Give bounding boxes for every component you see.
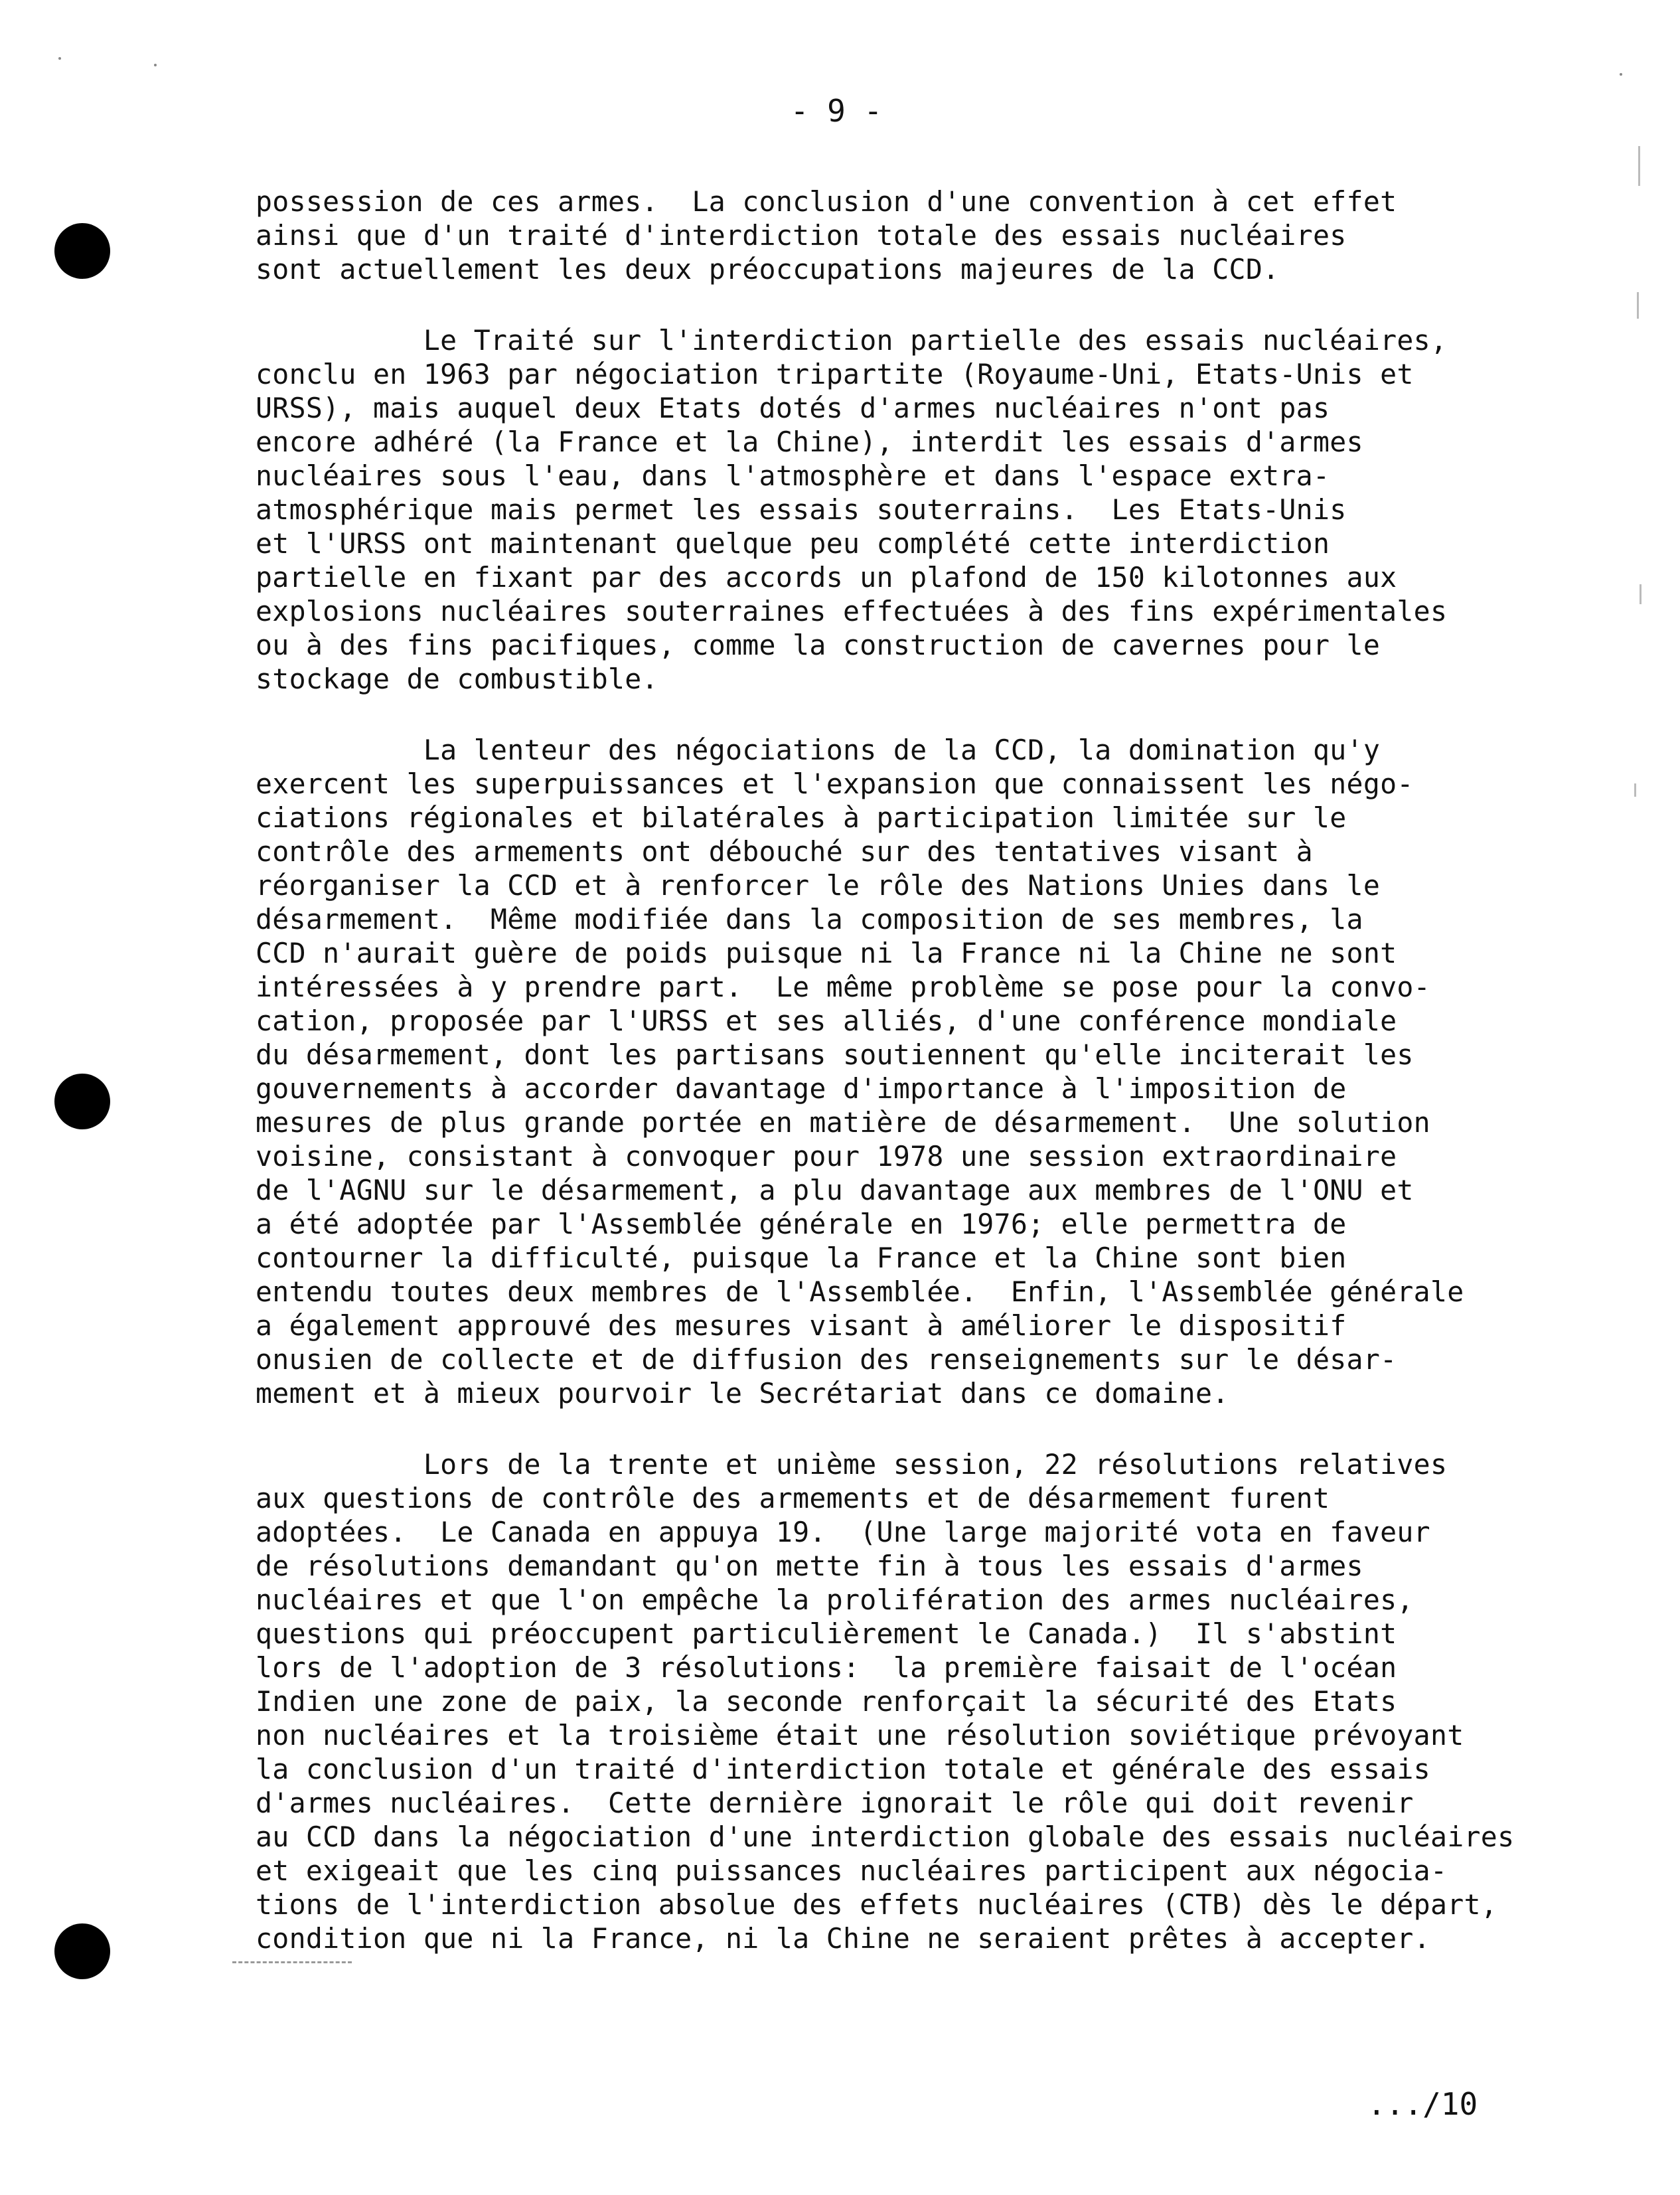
punch-hole bbox=[54, 1923, 110, 1979]
text-line: désarmement. Même modifiée dans la composition de ses membres, la bbox=[256, 903, 1363, 935]
text-line: URSS), mais auquel deux Etats dotés d'armes nucléaires n'ont pas bbox=[256, 392, 1330, 424]
text-line: et l'URSS ont maintenant quelque peu complété cette interdiction bbox=[256, 527, 1330, 560]
text-line: voisine, consistant à convoquer pour 1978 une session extraordinaire bbox=[256, 1140, 1397, 1173]
text-line: nucléaires sous l'eau, dans l'atmosphère et dans l'espace extra- bbox=[256, 459, 1330, 492]
text-line: explosions nucléaires souterraines effectuées à des fins expérimentales bbox=[256, 595, 1448, 627]
text-line: d'armes nucléaires. Cette dernière ignorait le rôle qui doit revenir bbox=[256, 1787, 1414, 1819]
text-line: sont actuellement les deux préoccupations majeures de la CCD. bbox=[256, 253, 1280, 285]
text-line: réorganiser la CCD et à renforcer le rôle des Nations Unies dans le bbox=[256, 869, 1381, 902]
paragraph bbox=[256, 1447, 1530, 1955]
continuation-marker: .../10 bbox=[1367, 2086, 1478, 2122]
scan-margin-mark bbox=[1640, 584, 1642, 604]
scan-speck bbox=[154, 64, 157, 66]
text-line: a été adoptée par l'Assemblée générale en 1976; elle permettra de bbox=[256, 1208, 1347, 1240]
punch-hole bbox=[54, 1074, 110, 1129]
text-line: de l'AGNU sur le désarmement, a plu davantage aux membres de l'ONU et bbox=[256, 1174, 1414, 1206]
punch-hole bbox=[54, 223, 110, 279]
text-line: La lenteur des négociations de la CCD, la domination qu'y bbox=[256, 734, 1381, 766]
text-line: contrôle des armements ont débouché sur des tentatives visant à bbox=[256, 835, 1313, 868]
text-line: ou à des fins pacifiques, comme la construction de cavernes pour le bbox=[256, 629, 1381, 661]
text-line: lors de l'adoption de 3 résolutions: la première faisait de l'océan bbox=[256, 1651, 1397, 1684]
text-line: ciations régionales et bilatérales à participation limitée sur le bbox=[256, 801, 1347, 834]
text-line: onusien de collecte et de diffusion des renseignements sur le désar- bbox=[256, 1343, 1397, 1376]
paragraph bbox=[256, 733, 1530, 1410]
text-line: de résolutions demandant qu'on mette fin à tous les essais d'armes bbox=[256, 1550, 1363, 1582]
text-line: cation, proposée par l'URSS et ses alliés, d'une conférence mondiale bbox=[256, 1005, 1397, 1037]
text-line: la conclusion d'un traité d'interdiction totale et générale des essais bbox=[256, 1753, 1430, 1785]
text-line: condition que ni la France, ni la Chine ne seraient prêtes à accepter. bbox=[256, 1922, 1430, 1955]
text-line: atmosphérique mais permet les essais souterrains. Les Etats-Unis bbox=[256, 493, 1347, 526]
text-line: possession de ces armes. La conclusion d'une convention à cet effet bbox=[256, 185, 1397, 218]
text-line: adoptées. Le Canada en appuya 19. (Une large majorité vota en faveur bbox=[256, 1516, 1430, 1548]
text-line: tions de l'interdiction absolue des effets nucléaires (CTB) dès le départ, bbox=[256, 1888, 1498, 1921]
text-line: encore adhéré (la France et la Chine), interdit les essais d'armes bbox=[256, 426, 1363, 458]
text-line: CCD n'aurait guère de poids puisque ni la France ni la Chine ne sont bbox=[256, 937, 1397, 969]
text-line: mesures de plus grande portée en matière de désarmement. Une solution bbox=[256, 1106, 1430, 1139]
scan-speck bbox=[58, 57, 61, 60]
paragraph bbox=[256, 323, 1530, 696]
text-line: gouvernements à accorder davantage d'importance à l'imposition de bbox=[256, 1072, 1347, 1105]
text-line: entendu toutes deux membres de l'Assemblée. Enfin, l'Assemblée générale bbox=[256, 1275, 1464, 1308]
text-line: non nucléaires et la troisième était une résolution soviétique prévoyant bbox=[256, 1719, 1464, 1751]
scan-speck bbox=[1620, 73, 1622, 76]
page-number: - 9 - bbox=[790, 93, 883, 129]
text-line: aux questions de contrôle des armements et de désarmement furent bbox=[256, 1482, 1330, 1514]
text-line: mement et à mieux pourvoir le Secrétariat dans ce domaine. bbox=[256, 1377, 1229, 1410]
text-line: intéressées à y prendre part. Le même problème se pose pour la convo- bbox=[256, 971, 1430, 1003]
text-line: ainsi que d'un traité d'interdiction totale des essais nucléaires bbox=[256, 219, 1347, 252]
text-line: contourner la difficulté, puisque la France et la Chine sont bien bbox=[256, 1242, 1347, 1274]
text-line: a également approuvé des mesures visant à améliorer le dispositif bbox=[256, 1309, 1347, 1342]
text-line: questions qui préoccupent particulièrement le Canada.) Il s'abstint bbox=[256, 1617, 1397, 1650]
scan-margin-mark bbox=[1637, 292, 1639, 319]
text-line: au CCD dans la négociation d'une interdiction globale des essais nucléaires bbox=[256, 1821, 1515, 1853]
paragraph bbox=[256, 185, 1530, 286]
text-line: Lors de la trente et unième session, 22 résolutions relatives bbox=[256, 1448, 1448, 1481]
document-body bbox=[256, 185, 1530, 1992]
text-line: du désarmement, dont les partisans soutiennent qu'elle inciterait les bbox=[256, 1038, 1414, 1071]
text-line: conclu en 1963 par négociation tripartite (Royaume-Uni, Etats-Unis et bbox=[256, 358, 1414, 390]
scan-margin-mark bbox=[1634, 783, 1636, 797]
text-line: nucléaires et que l'on empêche la prolifération des armes nucléaires, bbox=[256, 1584, 1414, 1616]
text-line: Le Traité sur l'interdiction partielle des essais nucléaires, bbox=[256, 324, 1448, 357]
scan-margin-mark bbox=[1638, 146, 1640, 186]
text-line: exercent les superpuissances et l'expansion que connaissent les négo- bbox=[256, 768, 1414, 800]
text-line: stockage de combustible. bbox=[256, 663, 658, 695]
text-line: partielle en fixant par des accords un plafond de 150 kilotonnes aux bbox=[256, 561, 1397, 594]
text-line: Indien une zone de paix, la seconde renforçait la sécurité des Etats bbox=[256, 1685, 1397, 1718]
text-line: et exigeait que les cinq puissances nucléaires participent aux négocia- bbox=[256, 1854, 1448, 1887]
